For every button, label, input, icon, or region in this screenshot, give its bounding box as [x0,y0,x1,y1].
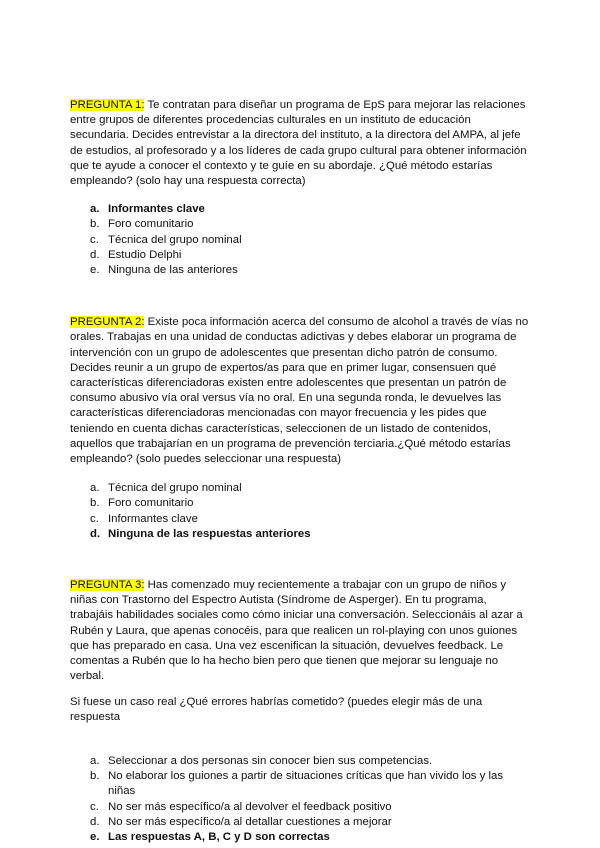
question-1-option-c [70,233,530,248]
option-text: Ninguna de las anteriores [108,264,238,277]
question-3-option-c [70,800,530,815]
question-2-label: PREGUNTA 2: [70,316,145,329]
option-text: Seleccionar a dos personas sin conocer bien sus competencias. [108,754,433,767]
option-text: Foro comunitario [108,497,194,510]
question-2-option-b [70,496,530,511]
option-marker: e. [90,264,100,277]
question-1-option-d [70,248,530,263]
option-text: Foro comunitario [108,218,194,231]
document-page [70,98,530,845]
option-text: Informantes clave [108,512,198,525]
question-2-option-d [70,527,530,542]
question-3-text [70,578,530,684]
option-text: Las respuestas A, B, C y D son correctas [108,830,330,843]
option-marker: a. [90,482,100,495]
option-marker: d. [90,815,100,828]
option-marker: b. [90,218,100,231]
question-3-label: PREGUNTA 3: [70,579,145,592]
question-3-option-b [70,769,530,799]
question-3-option-d [70,815,530,830]
question-2-body: Existe poca información acerca del consumo de alcohol a través de vías no orales. Trabajas en una unidad de conductas adictivas y debes elaborar un programa de intervención con un grupo de adolescentes que presentan dicho patrón de consumo. Decides reunir a un grupo de expertos/as para que en primer lugar, consensuen qué características diferenciadoras existen entre adolescentes que presentan un patrón de consumo abusivo vía oral versus vía no oral. En una segunda ronda, le devuelves las características diferenciadoras mencionadas con mayor frecuencia y les pides que teniendo en cuenta dichas características, seleccionen de un listado de contenidos, aquellos que trabajarían en un programa de prevención terciaria.¿Qué método estarías empleando? (solo puedes seleccionar una respuesta) [70,316,529,466]
question-1-options [70,202,530,278]
question-3-options [70,754,530,845]
question-1-body: Te contratan para diseñar un programa de EpS para mejorar las relaciones entre grupos de diferentes procedencias culturales en un instituto de educación secundaria. Decides entrevistar a la directora del instituto, a la directora del AMPA, al jefe de estudios, al profesorado y a los líderes de cada grupo cultural para obtener información que te ayude a conocer el contexto y te guíe en su abordaje. ¿Qué método estarías empleando? (solo hay una respuesta correcta) [70,99,527,188]
option-text: Técnica del grupo nominal [108,482,242,495]
option-marker: d. [90,248,100,261]
question-3-option-a [70,754,530,769]
option-text: Ninguna de las respuestas anteriores [108,527,311,540]
question-1-option-e [70,263,530,278]
question-1-label: PREGUNTA 1: [70,99,145,111]
option-marker: c. [90,800,99,813]
option-marker: c. [90,512,99,525]
question-1-text [70,98,530,189]
option-marker: e. [90,830,100,843]
option-marker: b. [90,770,100,783]
question-2-option-c [70,512,530,527]
question-2-option-a [70,481,530,496]
question-2-options [70,481,530,542]
question-2-text [70,315,530,467]
option-text: Técnica del grupo nominal [108,233,242,246]
option-marker: d. [90,527,101,540]
option-text: No elaborar los guiones a partir de situaciones críticas que han vivido los y las niñas [108,770,504,798]
option-marker: b. [90,497,100,510]
option-marker: c. [90,233,99,246]
question-3-prompt: Si fuese un caso real ¿Qué errores habrías cometido? (puedes elegir más de una respuesta [70,695,483,723]
option-text: Estudio Delphi [108,248,182,261]
option-text: No ser más específico/a al detallar cuestiones a mejorar [108,815,392,828]
question-3-body: Has comenzado muy recientemente a trabajar con un grupo de niños y niñas con Trastorno del Espectro Autista (Síndrome de Asperger). En tu programa, trabajáis habilidades sociales como cómo iniciar una conversación. Seleccionáis al azar a Rubén y Laura, que apenas conocéis, para que realicen un rol-playing con unos guiones que has preparado en casa. Una vez escenifican la situación, devuelves feedback. Le comentas a Rubén que lo ha hecho bien pero que tienen que mejorar su lenguaje no verbal. [70,579,523,683]
option-text: No ser más específico/a al devolver el feedback positivo [108,800,392,813]
option-marker: a. [90,754,100,767]
option-text: Informantes clave [108,203,205,216]
option-marker: a. [90,203,100,216]
question-1-option-b [70,217,530,232]
question-1-option-a [70,202,530,217]
question-3-option-e [70,830,530,845]
